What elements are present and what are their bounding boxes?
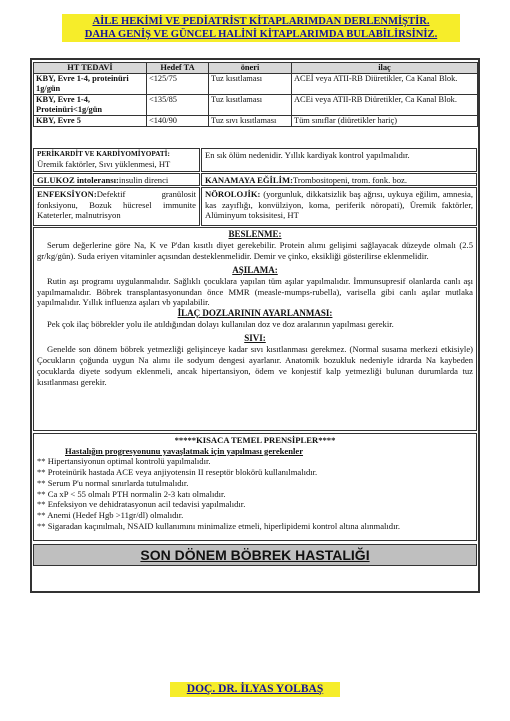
table-cell: Tuz kısıtlaması xyxy=(209,95,292,116)
header-banner xyxy=(62,14,460,42)
table-cell: <125/75 xyxy=(147,74,209,95)
fluid-text: Genelde son dönem böbrek yetmezliği gelişinceye kadar sıvı kısıtlanması gerekmez. (Normal susama merkezi etkisiyle) Çocukların çoğunda uygun Na alımı ile sodyum dengesi ayarlanır. Anatomik bozukluk nedeniyle idrarda Na kaybeden çocuklarda diyete sodyum eklenmeli, ancak hipertansiyon, ödem ve konjestif kalp yetmezliği bulunan durumlarda tuz kısıtlanması gerekir. xyxy=(37,344,473,387)
principle-item: ** Proteinürik hastada ACE veya anjiyotensin II reseptör blokörü kullanılmalıdır. xyxy=(37,467,318,478)
glucose-text: insulin direnci xyxy=(118,175,169,185)
principle-item: ** Hipertansiyonun optimal kontrolü yapılmalıdır. xyxy=(37,456,211,467)
principles-subtitle: Hastalığın progresyonunu yavaşlatmak için yapılması gerekenler xyxy=(65,445,304,456)
table-cell: <135/85 xyxy=(147,95,209,116)
principle-item: ** Sigaradan kaçınılmalı, NSAID kullanımını minimalize etmeli, hiperlipidemi kontrol altına alınmalıdır. xyxy=(37,520,401,531)
principle-item: ** Serum P'u normal sınırlarda tutulmalıdır. xyxy=(37,477,189,488)
infection-box xyxy=(33,187,200,226)
table-row xyxy=(34,95,478,116)
banner-line-1: AİLE HEKİMİ VE PEDİATRİST KİTAPLARIMDAN DERLENMİŞTİR. xyxy=(92,16,430,27)
banner-line-2: DAHA GENİŞ VE GÜNCEL HALİNİ KİTAPLARIMDA BULABİLİRSİNİZ. xyxy=(84,29,438,40)
vaccination-title: AŞILAMA: xyxy=(232,264,278,275)
bleeding-box xyxy=(201,173,477,186)
infection-text: Defektif granülosit fonksiyonu, Bozuk hücresel immunite Kateterler, malnutrisyon xyxy=(37,189,196,221)
vaccination-text: Rutin aşı programı uygulanmalıdır. Sağlıklı çocuklara yapılan tüm aşılar yapılmalıdır. İmmunsupresif olanlarda canlı aşı yapılmamalıdır. Böbrek transplantasyonundan önce MMR (measle-mumps-rubella), varisella gibi canlı aşılar mutlaka yapılmalıdır. Yıllık influenza aşıları vb yapılabilir. xyxy=(37,275,473,308)
infection-title: ENFEKSİYON: xyxy=(37,189,97,199)
hypertension-table xyxy=(33,62,478,127)
section-title-bar: SON DÖNEM BÖBREK HASTALIĞI xyxy=(33,544,477,566)
table-cell: ACEi veya ATII-RB Diüretikler, Ca Kanal Blok. xyxy=(292,95,478,116)
table-header-row xyxy=(34,63,478,74)
pericarditis-note: En sık ölüm nedenidir. Yıllık kardiyak kontrol yapılmalıdır. xyxy=(205,150,410,160)
fluid-title: SIVI: xyxy=(244,333,266,344)
drug-dose-title: İLAÇ DOZLARININ AYARLANMASI: xyxy=(177,308,333,319)
principle-item: ** Ca xP < 55 olmalı PTH normalin 2-3 katı olmalıdır. xyxy=(37,488,226,499)
table-header: ilaç xyxy=(292,63,478,74)
pericarditis-title: PERİKARDİT VE KARDİYOMİYOPATİ: xyxy=(37,150,170,158)
table-cell: KBY, Evre 1-4, Proteinüri<1g/gün xyxy=(34,95,147,116)
table-cell: <140/90 xyxy=(147,116,209,127)
key-principles-box xyxy=(33,433,477,541)
neurology-box xyxy=(201,187,477,226)
neurology-title: NÖROLOJİK: xyxy=(205,189,261,199)
nutrition-text: Serum değerlerine göre Na, K ve P'dan kısıtlı diyet gerekebilir. Protein alımı gelişimi sağlayacak düzeyde olmalı (2.5 gr/kg/gün). Suda eriyen vitaminler açısından desteklenmelidir. Demir ve çinko, eksikliği gösterilirse eklenmelidir. xyxy=(37,240,473,261)
table-header: HT TEDAVİ xyxy=(34,63,147,74)
neurology-text: (yorgunluk, dikkatsizlik baş ağrısı, uykuya eğilim, amnesia, kas zayıflığı, konvülziyon, koma, periferik nöropati), Üremik faktörler, Alüminyum toksisitesi, HT xyxy=(205,189,473,221)
nutrition-title: BESLENME: xyxy=(228,229,282,239)
principle-item: ** Enfeksiyon ve dehidratasyonun acil tedavisi yapılmalıdır. xyxy=(37,499,246,510)
author-name: DOÇ. DR. İLYAS YOLBAŞ xyxy=(170,682,340,697)
table-cell: KBY, Evre 1-4, proteinüri 1g/gün xyxy=(34,74,147,95)
principles-title: *****KISACA TEMEL PRENSİPLER**** xyxy=(174,435,336,445)
bleeding-text: Trombositopeni, trom. fonk. boz. xyxy=(292,175,407,185)
table-cell: KBY, Evre 5 xyxy=(34,116,147,127)
table-cell: Tüm sınıflar (diüretikler hariç) xyxy=(292,116,478,127)
table-row xyxy=(34,74,478,95)
principle-item: ** Anemi (Hedef Hgb >11gr/dl) olmalıdır. xyxy=(37,510,184,521)
pericarditis-box xyxy=(33,148,200,172)
table-header: Hedef TA xyxy=(147,63,209,74)
bleeding-title: KANAMAYA EĞİLİM: xyxy=(205,175,293,185)
pericarditis-text: Üremik faktörler, Sıvı yüklenmesi, HT xyxy=(37,159,171,169)
table-cell: Tuz kısıtlaması xyxy=(209,74,292,95)
care-section xyxy=(33,227,477,431)
pericarditis-note-box xyxy=(201,148,477,172)
table-header: öneri xyxy=(209,63,292,74)
table-cell: Tuz sıvı kısıtlaması xyxy=(209,116,292,127)
drug-dose-text: Pek çok ilaç böbrekler yolu ile atıldığından dolayı kullanılan doz ve doz aralarının yapılması gerekir. xyxy=(47,319,394,330)
glucose-title: GLUKOZ intoleransı: xyxy=(37,175,119,185)
table-row xyxy=(34,116,478,127)
glucose-box xyxy=(33,173,200,186)
table-cell: ACEİ veya ATII-RB Diüretikler, Ca Kanal Blok. xyxy=(292,74,478,95)
